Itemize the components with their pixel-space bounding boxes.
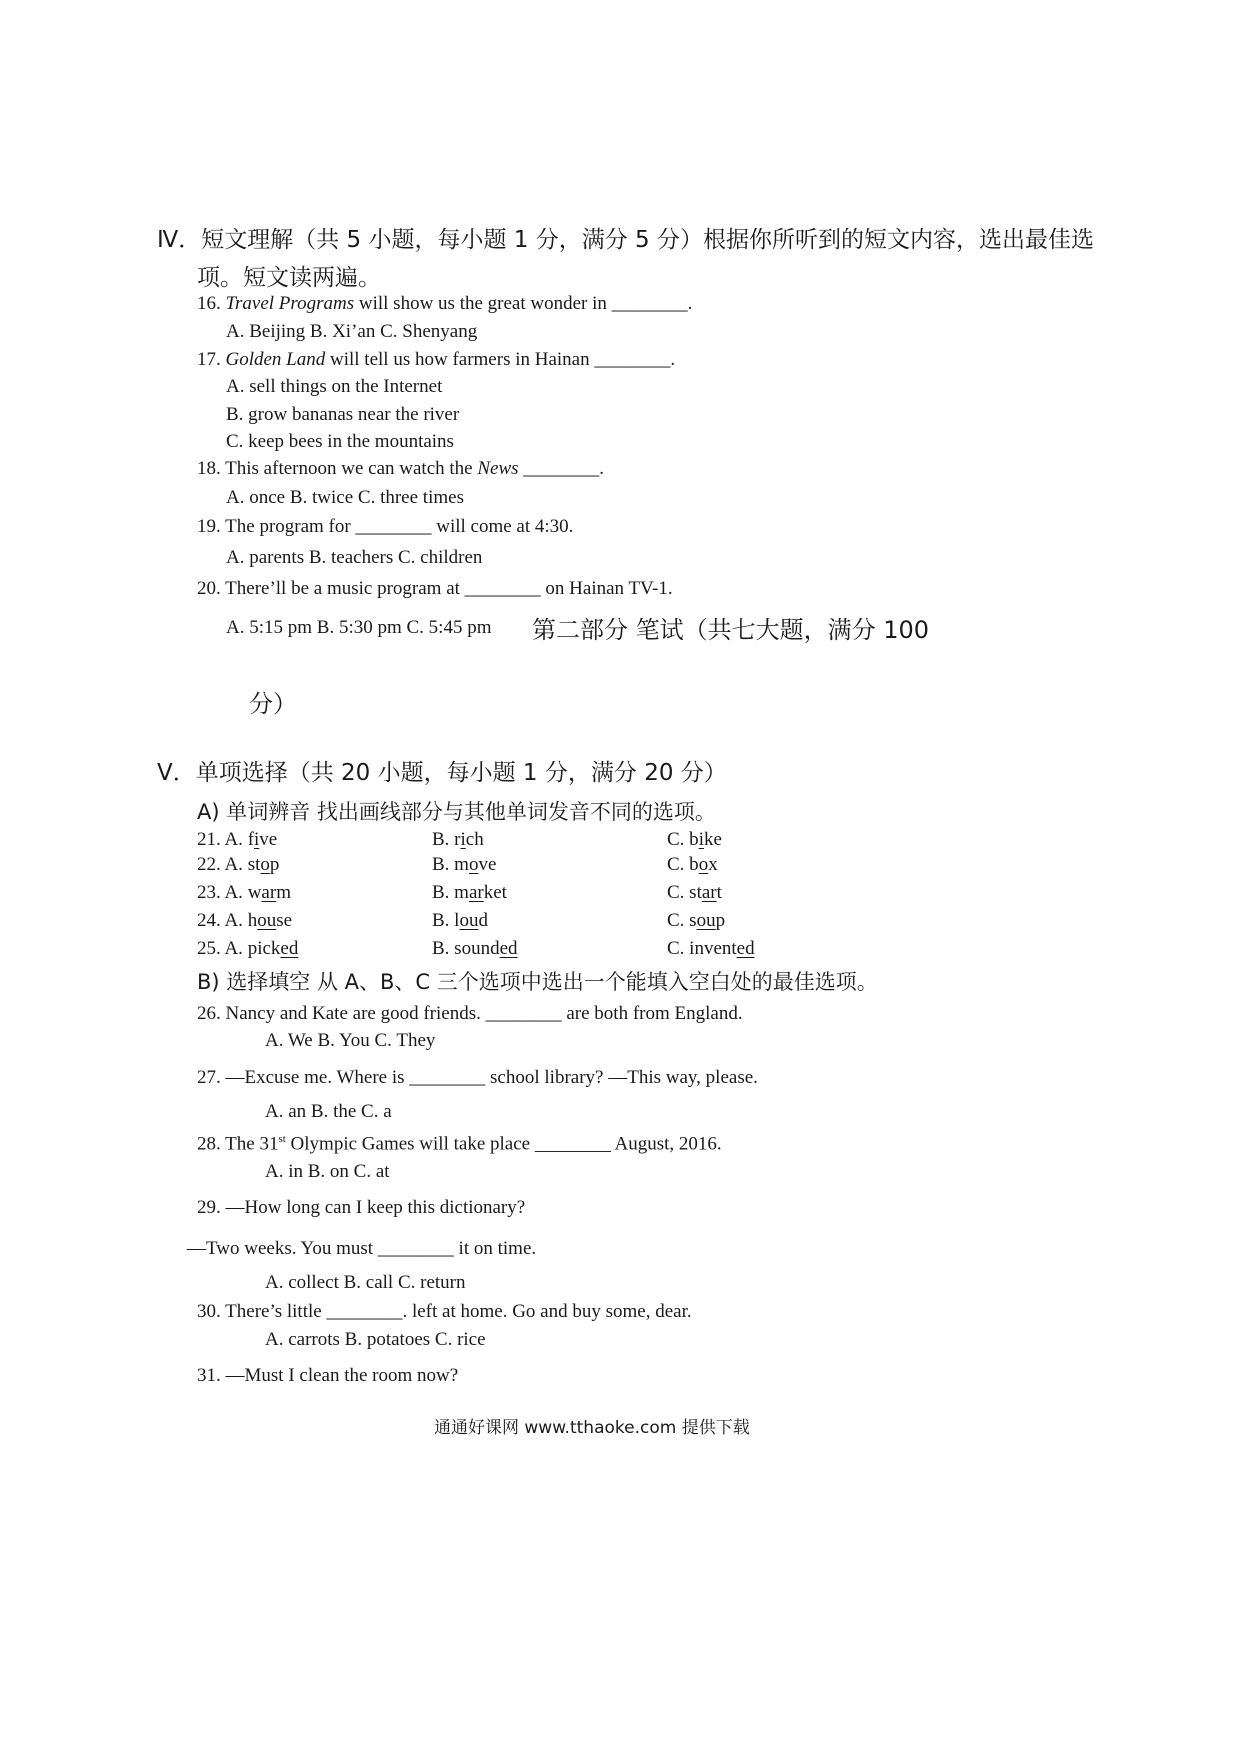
section-5-part-b-instruction: B) 选择填空 从 A、B、C 三个选项中选出一个能填入空白处的最佳选项。 <box>197 970 878 994</box>
q22-a-suffix: p <box>269 854 280 875</box>
q17-program-title: Golden Land <box>225 349 326 370</box>
q24-number: 24. A. <box>197 910 248 931</box>
q24-a-prefix: h <box>247 910 258 931</box>
question-16 <box>197 293 692 315</box>
question-22-option-a <box>197 854 279 876</box>
q28-text-end: Olympic Games will take place ________ August, 2016. <box>285 1133 722 1155</box>
q28-text-start: 28. The 31 <box>197 1133 279 1155</box>
question-28 <box>197 1133 722 1155</box>
q28-superscript: st <box>278 1133 286 1145</box>
q23-a-underlined: ar <box>261 882 277 903</box>
question-22-option-c <box>667 854 718 876</box>
question-31: 31. —Must I clean the room now? <box>197 1365 459 1386</box>
q23-a-prefix: w <box>247 882 262 903</box>
q20-options: A. 5:15 pm B. 5:30 pm C. 5:45 pm <box>226 617 492 638</box>
q24-c-prefix: C. s <box>667 910 697 931</box>
q24-c-suffix: p <box>715 910 726 931</box>
section-5-title: Ⅴ．单项选择（共 20 小题，每小题 1 分，满分 20 分） <box>157 760 727 786</box>
q22-c-prefix: C. b <box>667 854 699 875</box>
part-2-heading: 第二部分 笔试（共七大题，满分 100 <box>532 616 930 644</box>
q25-number: 25. A. <box>197 938 248 959</box>
question-21-option-b <box>432 829 484 851</box>
question-23-option-b <box>432 882 507 904</box>
question-20: 20. There’ll be a music program at ________ on Hainan TV-1. <box>197 578 673 599</box>
q23-b-prefix: B. m <box>432 882 469 903</box>
q22-b-suffix: ve <box>478 854 497 875</box>
q16-number: 16. <box>197 293 226 314</box>
q22-c-suffix: x <box>708 854 718 875</box>
question-19: 19. The program for ________ will come at 4:30. <box>197 516 574 537</box>
section-4-title-line2: 项。短文读两遍。 <box>197 265 381 291</box>
q17-option-c: C. keep bees in the mountains <box>226 431 454 452</box>
q22-a-underlined: o <box>260 854 270 875</box>
q29-reply: —Two weeks. You must ________ it on time. <box>187 1238 537 1259</box>
q17-text: will tell us how farmers in Hainan ________. <box>325 349 676 370</box>
question-25-option-b <box>432 938 518 960</box>
q22-b-underlined: o <box>468 854 479 875</box>
q21-c-underlined: i <box>698 829 704 850</box>
question-30: 30. There’s little ________. left at home. Go and buy some, dear. <box>197 1301 692 1322</box>
q27-options: A. an B. the C. a <box>265 1101 392 1122</box>
q19-options: A. parents B. teachers C. children <box>226 547 483 568</box>
q21-number: 21. A. <box>197 829 248 850</box>
section-4-title-line1: Ⅳ．短文理解（共 5 小题，每小题 1 分，满分 5 分）根据你所听到的短文内容，选出最佳选 <box>157 227 1094 253</box>
question-23-option-c <box>667 882 722 904</box>
q30-options: A. carrots B. potatoes C. rice <box>265 1329 486 1350</box>
q21-a-prefix: f <box>247 829 255 850</box>
question-24-option-c <box>667 910 725 932</box>
q24-b-suffix: d <box>478 910 488 931</box>
q23-number: 23. A. <box>197 882 248 903</box>
question-17 <box>197 349 675 371</box>
question-21-option-a <box>197 829 277 851</box>
q23-b-suffix: ket <box>483 882 507 903</box>
q18-blank: ________. <box>518 458 605 479</box>
q21-c-prefix: C. b <box>667 829 699 850</box>
q18-options: A. once B. twice C. three times <box>226 487 464 508</box>
q18-text: 18. This afternoon we can watch the <box>197 458 478 479</box>
q26-options: A. We B. You C. They <box>265 1030 436 1051</box>
q17-option-a: A. sell things on the Internet <box>226 376 443 397</box>
question-24-option-a <box>197 910 292 932</box>
q24-b-underlined: ou <box>459 910 479 931</box>
q23-c-suffix: t <box>716 882 722 903</box>
q21-b-underlined: i <box>460 829 466 850</box>
question-27: 27. —Excuse me. Where is ________ school library? —This way, please. <box>197 1067 758 1088</box>
q25-b-prefix: B. sound <box>432 938 500 959</box>
question-26: 26. Nancy and Kate are good friends. ________ are both from England. <box>197 1003 743 1024</box>
q25-c-prefix: C. invent <box>667 938 737 959</box>
q23-b-underlined: ar <box>468 882 484 903</box>
q22-number: 22. A. <box>197 854 248 875</box>
question-29: 29. —How long can I keep this dictionary? <box>197 1197 526 1218</box>
question-25-option-c <box>667 938 755 960</box>
section-5-part-a-instruction: A) 单词辨音 找出画线部分与其他单词发音不同的选项。 <box>197 800 716 824</box>
question-18 <box>197 458 604 480</box>
q28-options: A. in B. on C. at <box>265 1161 390 1182</box>
q18-program-title: News <box>477 458 519 479</box>
question-21-option-c <box>667 829 722 851</box>
q24-a-underlined: ou <box>257 910 277 931</box>
q22-b-prefix: B. m <box>432 854 469 875</box>
q25-a-underlined: ed <box>280 938 299 959</box>
q16-program-title: Travel Programs <box>225 293 355 314</box>
question-25-option-a <box>197 938 298 960</box>
q25-a-prefix: pick <box>247 938 281 959</box>
q23-a-suffix: m <box>276 882 291 903</box>
q21-c-suffix: ke <box>703 829 722 850</box>
page-footer: 通通好课网 www.tthaoke.com 提供下载 <box>434 1418 750 1438</box>
q23-c-prefix: C. st <box>667 882 702 903</box>
q24-a-suffix: se <box>276 910 293 931</box>
q25-b-underlined: ed <box>499 938 518 959</box>
q16-options: A. Beijing B. Xi’an C. Shenyang <box>226 321 478 342</box>
q21-a-underlined: i <box>254 829 260 850</box>
q24-c-underlined: ou <box>696 910 716 931</box>
q22-a-prefix: st <box>247 854 261 875</box>
q17-option-b: B. grow bananas near the river <box>226 404 460 425</box>
q16-text: will show us the great wonder in ________. <box>354 293 693 314</box>
question-22-option-b <box>432 854 496 876</box>
q29-options: A. collect B. call C. return <box>265 1272 466 1293</box>
q23-c-underlined: ar <box>701 882 717 903</box>
q25-c-underlined: ed <box>736 938 755 959</box>
q21-b-suffix: ch <box>465 829 484 850</box>
part-2-heading-continued: 分） <box>249 690 297 718</box>
question-24-option-b <box>432 910 488 932</box>
q21-b-prefix: B. r <box>432 829 461 850</box>
q21-a-suffix: ve <box>259 829 278 850</box>
q17-number: 17. <box>197 349 226 370</box>
q24-b-prefix: B. l <box>432 910 460 931</box>
question-23-option-a <box>197 882 291 904</box>
q22-c-underlined: o <box>698 854 709 875</box>
